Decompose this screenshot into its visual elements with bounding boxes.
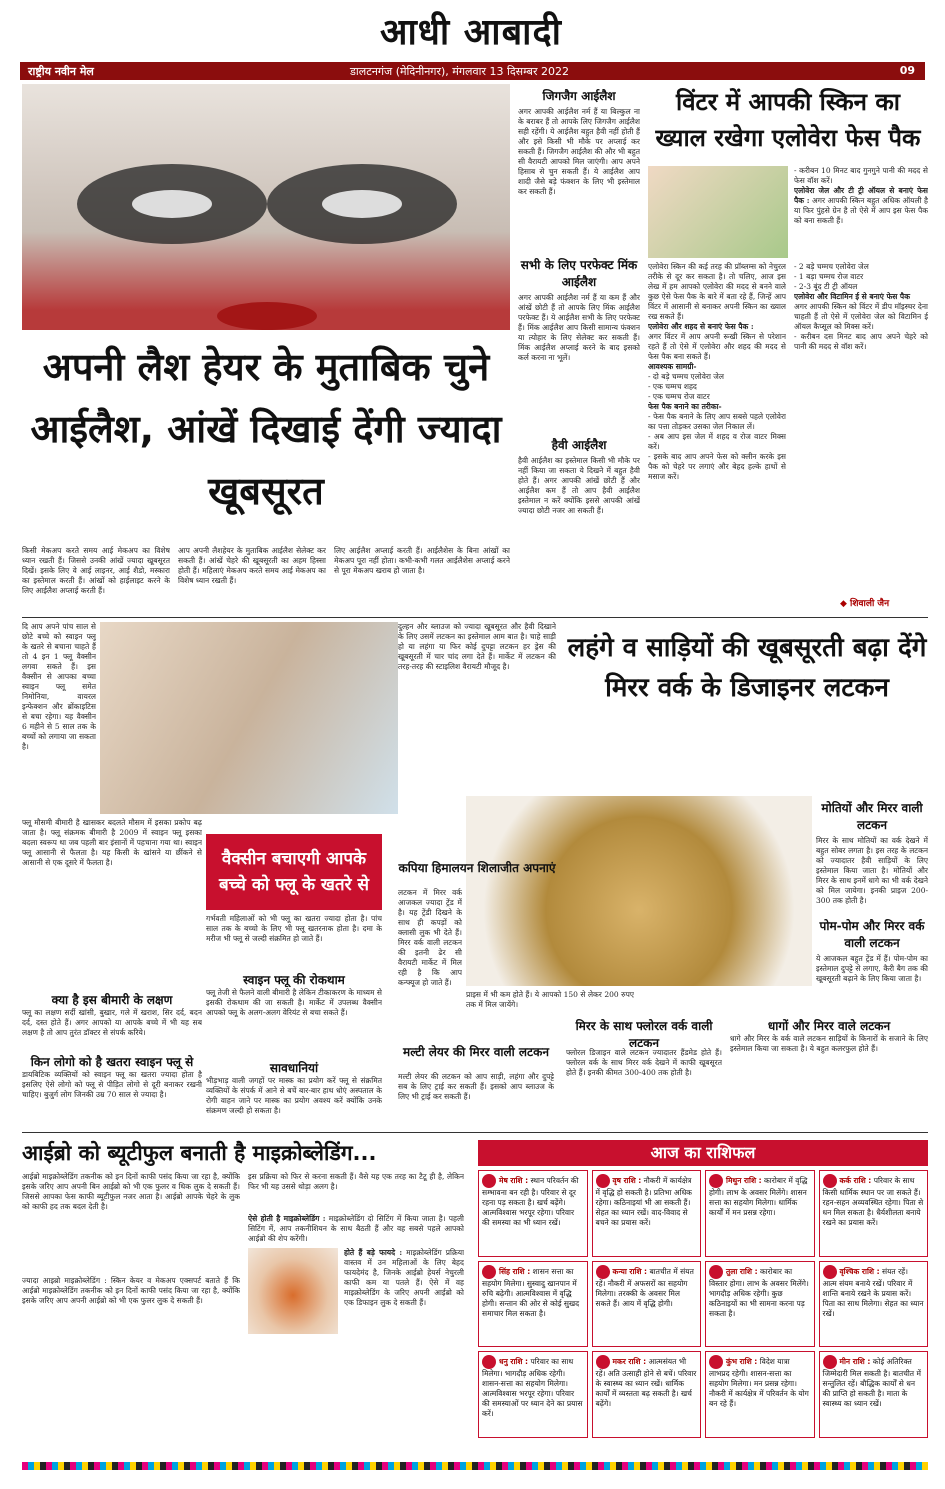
rashifal-title: आज का राशिफल bbox=[478, 1140, 928, 1166]
eyelash-photo bbox=[22, 84, 510, 330]
paper-name: राष्ट्रीय नवीन मेल bbox=[28, 65, 94, 78]
mirror-subhead-floral: मिरर के साथ फ्लोरल वर्क वाली लटकन bbox=[575, 1019, 713, 1047]
section-title: आधी आबादी bbox=[380, 12, 562, 53]
eyelash-side-column bbox=[518, 84, 640, 614]
brow-benefits-text: माइक्रोब्लेडिंग प्रक्रिया वास्तव में उन महिलाओं के लिए बेहद फायदेमंद है, जिनके आईब्रो हेयर्स नेचुरली काफी कम या पतले हैं। ऐसे में वह माइक्रोब्लेडिंग के जरिए अपनी आईब्रो को एक डिफाइन लुक दे सकती हैं। bbox=[344, 1248, 464, 1307]
zodiac-icon bbox=[482, 1355, 496, 1369]
rashi-aquarius: कुंभ राशि : विदेश यात्रा लाभप्रद रहेगी। शासन-सत्ता का सहयोग मिलेगा। मन प्रसन्न रहेगा। नौकरी में कार्यक्षेत्र में परिवर्तन के योग बन रहे हैं। bbox=[705, 1351, 815, 1438]
zodiac-icon bbox=[709, 1265, 723, 1279]
rashi-cancer: कर्क राशि : परिवार के साथ किसी धार्मिक स्थान पर जा सकते हैं। रहन-सहन अव्यवस्थित रहेगा। पिता से धन मिल सकता है। धैर्यशीलता बनाये रखने का प्रयास करें। bbox=[819, 1170, 929, 1257]
zodiac-icon bbox=[482, 1265, 496, 1279]
zodiac-icon bbox=[823, 1174, 837, 1188]
mirror-subhead-multilayer: मल्टी लेयर की मिरर वाली लटकन bbox=[403, 1045, 549, 1059]
aloe-side-text bbox=[794, 166, 928, 258]
brow-subhead-how: ऐसे होती है माइक्रोब्लेडिंग : bbox=[248, 1214, 326, 1223]
mirror-subhead-pearl: मोतियों और मिरर वाली लटकन bbox=[821, 801, 923, 832]
aloe-col-2 bbox=[794, 262, 928, 592]
masthead bbox=[0, 0, 945, 62]
brow-photo bbox=[248, 1248, 338, 1334]
dateline: डालटनगंज (मेदिनीनगर), मंगलवार 13 दिसम्बर 2022 bbox=[350, 65, 569, 78]
mirror-subhead-pompom: पोम-पोम और मिरर वर्क वाली लटकन bbox=[819, 919, 925, 950]
section-divider bbox=[22, 617, 928, 618]
rashi-scorpio: वृश्चिक राशि : संयत रहें। आत्म संयम बनाये रखें। परिवार में शान्ति बनाये रखने के प्रयास करें। पिता का साथ मिलेगा। सेहत का ध्यान रखें। bbox=[819, 1261, 929, 1348]
aloe-vitamin-text: अगर आपकी स्किन को विंटर में डीप मॉइस्चर देना चाहती हैं तो ऐसे में एलोवेरा जेल को विटामिन ई ऑयल कैप्सूल को मिक्स करें। bbox=[794, 302, 928, 331]
vaccine-body-2: फ्लू मौसमी बीमारी है खासकर बदलते मौसम में इसका प्रकोप बढ़ जाता है। फ्लू संक्रमक बीमारी है 2009 में स्वाइन फ्लू इसका बदला स्वरूप था जब पहली बार इंसानों में पहचाना गया था। स्वाइन फ्लू आसानी से फैलता है। यह किसी के खांसने या छींकने से आसानी से एक दूसरे में फैलता है। bbox=[22, 818, 202, 867]
zodiac-icon bbox=[596, 1265, 610, 1279]
rashi-pisces: मीन राशि : कोई अतिरिक्त जिम्मेदारी मिल सकती है। बातचीत में सन्तुलित रहें। बौद्धिक कार्यों से धन की प्राप्ति हो सकती है। माता के स्वास्थ्य का ध्यान रखें। bbox=[819, 1351, 929, 1438]
aloe-byline: ◆ शिवाली जैन bbox=[840, 599, 890, 609]
mirror-photo bbox=[466, 796, 812, 986]
mirror-thread-text: धागे और मिरर के वर्क वाले लटकन साड़ियों के किनारों के सजाने के लिए इस्तेमाल किया जा सकता है। ये बहुत कलरफुल होते हैं। bbox=[730, 1034, 928, 1053]
rashi-taurus: वृष राशि : नौकरी में कार्यक्षेत्र में वृद्धि हो सकती है। प्रतिभा अधिक रहेगा। कठिनाइयां भी आ सकती हैं। सेहत का ध्यान रखें। वाद-विवाद से बचने का प्रयास करें। bbox=[592, 1170, 702, 1257]
aloe-subhead-vitamin: एलोवेरा और विटामिन ई से बनाएं फेस पैक bbox=[794, 292, 910, 301]
mirror-side-column bbox=[816, 796, 928, 986]
rashi-aries: मेष राशि : स्थान परिवर्तन की सम्भावना बन रही है। परिवार से दूर रहना पड़ सकता है। खर्च बढ़ेंगे। आत्मविश्वास भरपूर रहेगा। परिवार की समस्या का भी ध्यान रखें। bbox=[478, 1170, 588, 1257]
aloe-intro: एलोवेरा स्किन की कई तरह की प्रॉब्लम्स को नेचुरल तरीके से दूर कर सकता है। तो चलिए, आज इस लेख में हम आपको एलोवेरा की मदद से बनने वाले कुछ ऐसे फेस पैक के बारे में बता रहे हैं, जिन्हें आप विंटर में आसानी से बनाकर अपनी स्किन का ख्याल रख सकते हैं। bbox=[648, 262, 786, 321]
eyelash-col-3: लिए आईलैश अप्लाई करती हैं। आईलैशेस के बिना आंखों का मेकअप पूरा नहीं होता। कभी-कभी गलत आईलैशेस अप्लाई करने से पूरा मेकअप खराब हो जाता है। bbox=[334, 546, 510, 575]
aloe-subhead-ingredients: आवश्यक सामग्री- bbox=[648, 362, 697, 371]
vaccine-photo bbox=[100, 622, 398, 814]
brow-benefits-section bbox=[344, 1248, 464, 1436]
subhead-heavy: हैवी आईलैश bbox=[551, 438, 607, 452]
color-registration-strip bbox=[22, 1462, 928, 1470]
mirror-multilayer-text: मल्टी लेयर की लटकन को आप साड़ी, लहंगा और दुपट्टे सब के लिए ट्राई कर सकती हैं। इसको आप ब्लाउज के लिए भी ट्राई कर सकती हैं। bbox=[398, 1072, 554, 1101]
rashifal-grid bbox=[478, 1170, 928, 1438]
vaccine-intro: दि आप अपने पांच साल से छोटे बच्चे को स्वाइन फ्लू के खतरे से बचाना चाहते हैं तो 4 इन 1 फ्लू वैक्सीन लगवा सकते हैं। इस वैक्सीन से आपका बच्चा स्वाइन फ्लू समेत निमोनिया, वायरल इन्फेक्शन और ब्रोंकाइटिस से बचा रहेगा। यह वैक्सीन 6 महीने से 5 साल तक के बच्चों को लगाया जा सकता है। bbox=[22, 622, 96, 751]
aloe-subhead-teatree: एलोवेरा जेल और टी ट्री ऑयल से बनाएं फेस पैक : bbox=[794, 186, 928, 205]
mirror-pearl-text: मिरर के साथ मोतियों का वर्क देखने में बहुत सोबर लगता है। इस तरह के लटकन को ज्यादातर हैवी साड़ियों के लिए इस्तेमाल किया जाता है। मोतियों और मिरर के साथ इनमें धागे का भी वर्क देखने को मिल जायेगा। इनकी प्राइज 200-300 तक होती है। bbox=[816, 836, 928, 905]
zodiac-icon bbox=[709, 1355, 723, 1369]
zodiac-icon bbox=[596, 1174, 610, 1188]
vaccine-prevention-text: फ्लू तेजी से फैलने वाली बीमारी है लेकिन टीकाकरण के माध्यम से इसकी रोकथाम की जा सकती है। मार्केट में उपलब्ध वैक्सीन आपको फ्लू के अलग-अलग वेरियंट से बचा सकते हैं। bbox=[206, 988, 382, 1017]
mirror-pompom-text: ये आजकल बहुत ट्रेंड में हैं। पोम-पोम का इस्तेमाल दुपट्टे से लगाए, कैरी बैग तक की खूबसूरती बढ़ाने के लिए किया जाता है। bbox=[816, 954, 928, 983]
mirror-headline: लहंगे व साड़ियों की खूबसूरती बढ़ा देंगे मिरर वर्क के डिजाइनर लटकन bbox=[567, 633, 927, 703]
zodiac-icon bbox=[709, 1174, 723, 1188]
vaccine-symptoms-text: फ्लू का लक्षण सर्दी खांसी, बुखार, गले में खराश, सिर दर्द, बदन दर्द, दस्त होते हैं। अगर आपको या आपके बच्चे में भी यह सब लक्षण है तो आप तुरंत डॉक्टर से संपर्क करिये। bbox=[22, 1008, 202, 1037]
mirror-subhead-himalayan: कपिया हिमालयन शिलाजीत अपनाएं bbox=[398, 861, 556, 875]
mink-text: अगर आपकी आईलैश नर्म हैं या कम हैं और आंखें छोटी हैं तो आपके लिए मिंक आईलैश परफेक्ट हैं। ये आईलैश सभी के लिए परफेक्ट हैं। मिंक आईलैश आप किसी सामान्य फंक्शन या त्योहार के लिए सेलेक्ट कर सकती हैं। मिंक आईलैश अप्लाई करने के बाद इसको कर्ल करना ना भूलें। bbox=[518, 293, 640, 362]
aloe-ingredients-list: - दो बड़े चम्मच एलोवेरा जेल - एक चम्मच शहद - एक चम्मच रोज वाटर bbox=[648, 372, 724, 401]
eyelash-headline: अपनी लैश हेयर के मुताबिक चुने आईलैश, आंखें दिखाई देंगी ज्यादा खूबसूरत bbox=[30, 345, 502, 513]
aloe-final-text: - करीबन दस मिनट बाद आप अपने चेहरे को पानी की मदद से वॉश करें। bbox=[794, 332, 928, 351]
vaccine-risk-text: डायबिटिक व्यक्तियों को स्वाइन फ्लू का खतरा ज्यादा होता है इसलिए ऐसे लोगो को फ्लू से पीड़ित लोगो से दूरी बनाकर रखनी चाहिए। बुजुर्ग लोग जिनकी उम्र 70 साल से ज्यादा है। bbox=[22, 1070, 202, 1099]
rashi-capricorn: मकर राशि : आत्मसंयत भी रहें। अति उत्साही होने से बचें। परिवार के स्वास्थ्य का ध्यान रखें। धार्मिक कार्यों में व्यस्तता बढ़ सकती है। खर्च बढ़ेंगे। bbox=[592, 1351, 702, 1438]
vaccine-subhead-symptoms: क्या है इस बीमारी के लक्षण bbox=[51, 993, 173, 1007]
mirror-subhead-thread: धागों और मिरर वाले लटकन bbox=[767, 1019, 891, 1033]
subhead-mink: सभी के लिए परफेक्ट मिंक आईलैश bbox=[520, 258, 638, 289]
aloe-headline: विंटर में आपकी स्किन का ख्याल रखेगा एलोवेरा फेस पैक bbox=[655, 88, 921, 152]
rashi-sagittarius: धनु राशि : परिवार का साथ मिलेगा। भागदौड़ अधिक रहेगी। शासन-सत्ता का सहयोग मिलेगा। आत्मविश्वास भरपूर रहेगा। परिवार की समस्याओं पर ध्यान देने का प्रयास करें। bbox=[478, 1351, 588, 1438]
zodiac-icon bbox=[596, 1355, 610, 1369]
rashi-virgo: कन्या राशि : बातचीत में संयत रहें। नौकरी में अफसरों का सहयोग मिलेगा। तरक्की के अवसर मिल सकते हैं। आय में वृद्धि होगी। bbox=[592, 1261, 702, 1348]
dateline-bar bbox=[20, 62, 925, 80]
heavy-text: हैवी आईलैश का इस्तेमाल किसी भी मौके पर नहीं किया जा सकता ये दिखने में बहुत हैवी होते हैं। अगर आपकी आंखें छोटी हैं और आईलैश कम हैं तो आप हैवी आईलैश इस्तेमाल न करें क्योंकि इससे आपकी आंखें ज्यादा छोटी नजर आ सकती हैं। bbox=[518, 456, 640, 515]
rashi-gemini: मिथुन राशि : कारोबार में वृद्धि होगी। लाभ के अवसर मिलेंगे। शासन सत्ता का सहयोग मिलेगा। धार्मिक कार्यों में मन प्रसन्न रहेगा। bbox=[705, 1170, 815, 1257]
aloe-photo bbox=[648, 166, 788, 258]
mirror-intro: दुल्हन और ब्लाउज को ज्यादा खूबसूरत और हैवी दिखाने के लिए उसमें लटकन का इस्तेमाल आम बात है। चाहे साड़ी हो या लहंगा या फिर कोई दुपट्टा लटकन हर ड्रेस की खूबसूरती में चार चांद लगा देते हैं। मार्केट में लटकन की तरह-तरह की स्टाइलिश वैरायटी मौजूद है। bbox=[398, 622, 556, 671]
mirror-floral-text: फ्लोरल डिजाइन वाले लटकन ज्यादातर हैंडमेड होते हैं। फ्लोरल वर्क के साथ मिरर वर्क देखने में काफी खूबसूरत होते हैं। इनकी कीमत 300-400 तक होती है। bbox=[566, 1048, 722, 1077]
rashi-leo: सिंह राशि : शासन सत्ता का सहयोग मिलेगा। सुस्वादु खानपान में रुचि बढ़ेगी। आत्मविश्वास में वृद्धि होगी। सन्तान की ओर से कोई सुखद समाचार मिल सकता है। bbox=[478, 1261, 588, 1348]
aloe-teatree-list: - 2 बड़े चम्मच एलोवेरा जेल - 1 बड़ा चम्मच रोज वाटर - 2-3 बूंद टी ट्री ऑयल bbox=[794, 262, 869, 291]
vaccine-subhead-precautions: सावधानियां bbox=[269, 1061, 319, 1075]
zodiac-icon bbox=[823, 1265, 837, 1279]
aloe-subhead-method: फेस पैक बनाने का तरीका- bbox=[648, 402, 722, 411]
aloe-honey-text: अगर विंटर में आप अपनी रूखी स्किन से परेशान रहते हैं तो ऐसे में एलोवेरा और शहद की मदद से फेस पैक बना सकते हैं। bbox=[648, 332, 786, 361]
brow-tattoo-text: इस प्रक्रिया को फिर से करना सकती हैं। वैसे यह एक तरह का टैटू ही है, लेकिन फिर भी यह उससे थोड़ा अलग है। bbox=[248, 1172, 464, 1191]
vaccine-headline: वैक्सीन बचाएगी आपके बच्चे को फ्लू के खतरे से bbox=[206, 834, 382, 910]
rashi-libra: तुला राशि : कारोबार का विस्तार होगा। लाभ के अवसर मिलेंगे। भागदौड़ अधिक रहेगी। कुछ कठिनाइयों का भी सामना करना पड़ सकता है। bbox=[705, 1261, 815, 1348]
aloe-col-1 bbox=[648, 262, 786, 610]
brow-headline: आईब्रो को ब्यूटीफुल बनाती है माइक्रोब्लेडिंग... bbox=[22, 1141, 377, 1165]
zigzag-text: अगर आपकी आईलैश नर्म हैं या बिल्कुल ना के बराबर हैं तो आपके लिए जिगजैग आईलैश सही रहेंगी। ये आईलैश बहुत हैवी नहीं होती हैं और इसे किसी भी मौके पर अप्लाई कर सकती हैं। जिगजैग आईलैश की और भी बहुत सी वैरायटी आपको मिल जाएंगी। आप अपने हिसाब से चुन सकती हैं। ये आईलैश आप शादी जैसे बड़े फंक्शन के लिए भी इस्तेमाल कर सकती हैं। bbox=[518, 107, 640, 196]
eyelash-col-1: किसी मेकअप करते समय आई मेकअप का विशेष ध्यान रखती हैं। जिससे उनकी आंखें ज्यादा खूबसूरत दिखें। इसके लिए वे आई लाइनर, आई शैडो, मस्कारा का इस्तेमाल करती हैं। आंखों को हाईलाइट करने के लिए आईलैश अप्लाई करती हैं। bbox=[22, 546, 170, 595]
vaccine-subhead-risk: किन लोगो को है खतरा स्वाइन फ्लू से bbox=[30, 1055, 194, 1069]
eyelash-col-2: आप अपनी लैशहेयर के मुताबिक आईलैश सेलेक्ट कर सकती हैं। आंखें चेहरे की खूबसूरती का अहम हिस्सा होती हैं। महिलाएं मेकअप करते समय आई मेकअप का विशेष ध्यान रखती हैं। bbox=[178, 546, 326, 585]
vaccine-precautions-text: भीड़भाड़ वाली जगहों पर मास्क का प्रयोग करें फ्लू से संक्रमित व्यक्तियों के संपर्क में आने से बचें बार-बार हाथ धोएं अस्पताल के रोगी वाहन जाने पर मास्क का प्रयोग अवश्य करें क्योंकि उनके संक्रमण जल्दी हो सकता है। bbox=[206, 1076, 382, 1115]
section-divider-2 bbox=[22, 1132, 928, 1133]
zodiac-icon bbox=[482, 1174, 496, 1188]
zodiac-icon bbox=[823, 1355, 837, 1369]
subhead-zigzag: जिगजैग आईलैश bbox=[542, 89, 616, 103]
brow-how-text: माइक्रोब्लेडिंग दो सिटिंग में किया जाता है। पहली सिटिंग में, आप तकनीशियन के साथ बैठती हैं और वह सबसे पहले आपको आईब्रो की शेप करेंगी। bbox=[248, 1214, 464, 1243]
aloe-method-text: - फेस पैक बनाने के लिए आप सबसे पहले एलोवेरा का पत्ता तोड़कर उसका जेल निकाल लें। - अब आप इस जेल में शहद व रोज वाटर मिक्स करें। - इसके बाद आप अपने फेस को क्लीन करके इस पैक को चेहरे पर लगाएं और बेहद हल्के हाथों से मसाज करें। bbox=[648, 412, 786, 481]
brow-intro: आईब्रो माइक्रोब्लेडिंग तकनीक को इन दिनों काफी पसंद किया जा रहा है, क्योंकि इसके जरिए आप अपनी बिन आईब्रो को भी एक फुलर व थिक लुक दे सकती हैं। जिससे आपका फेस काफी ब्यूटीफुल नजर आता है। आईब्रो आपके चेहरे के लुक को काफी हद तक बदल देती है। bbox=[22, 1172, 240, 1211]
mirror-trend-text: लटकन में मिरर वर्क आजकल ज्यादा ट्रेंड में है। यह ट्रेंडी दिखने के साथ ही कपड़ों को क्लासी लुक भी देते हैं। मिरर वर्क वाली लटकन की इतनी ढेर सी वैरायटी मार्केट में मिल रही है कि आप कन्फ्यूज हो जाते हैं। bbox=[398, 888, 462, 987]
vaccine-body-5: गर्भवती महिलाओं को भी फ्लू का खतरा ज्यादा होता है। पांच साल तक के बच्चो के लिए भी फ्लू खतरनाक होता है। दमा के मरीज भी फ्लू से जल्दी संक्रमित हो जाते हैं। bbox=[206, 914, 382, 943]
brow-subhead-benefits: होते हैं बड़े फायदे : bbox=[344, 1248, 403, 1257]
page-number: 09 bbox=[899, 64, 915, 77]
aloe-teatree-text: अगर आपकी स्किन बहुत अधिक ऑयली है या फिर पुंहसे ग्रेन है तो ऐसे में आप इस फेस पैक को बना सकती हैं। bbox=[794, 196, 928, 225]
aloe-subhead-honey: एलोवेरा और शहद से बनाएं फेस पैक : bbox=[648, 322, 754, 331]
brow-how-section bbox=[248, 1214, 464, 1244]
aloe-wash-text: - करीबन 10 मिनट बाद गुनगुने पानी की मदद से फेस वॉश करें। bbox=[794, 166, 928, 185]
brow-technique-text: ज्यादा आइब्रो माइक्रोब्लेडिंग : स्किन केयर व मेकअप एक्सपर्ट बताते हैं कि आईब्रो माइक्रोब्लेडिंग तकनीक को इन दिनों काफी पसंद किया जा रहा है, क्योंकि इसके जरिए आप अपनी आईब्रो को भी एक फुलर लुक दे सकती हैं। bbox=[22, 1276, 240, 1305]
face-illustration bbox=[22, 84, 510, 330]
vaccine-subhead-prevention: स्वाइन फ्लू की रोकथाम bbox=[243, 973, 345, 987]
mirror-price-text: प्राइस में भी कम होते हैं। ये आपको 150 से लेकर 200 रुपए तक में मिल जायेंगे। bbox=[466, 990, 634, 1009]
